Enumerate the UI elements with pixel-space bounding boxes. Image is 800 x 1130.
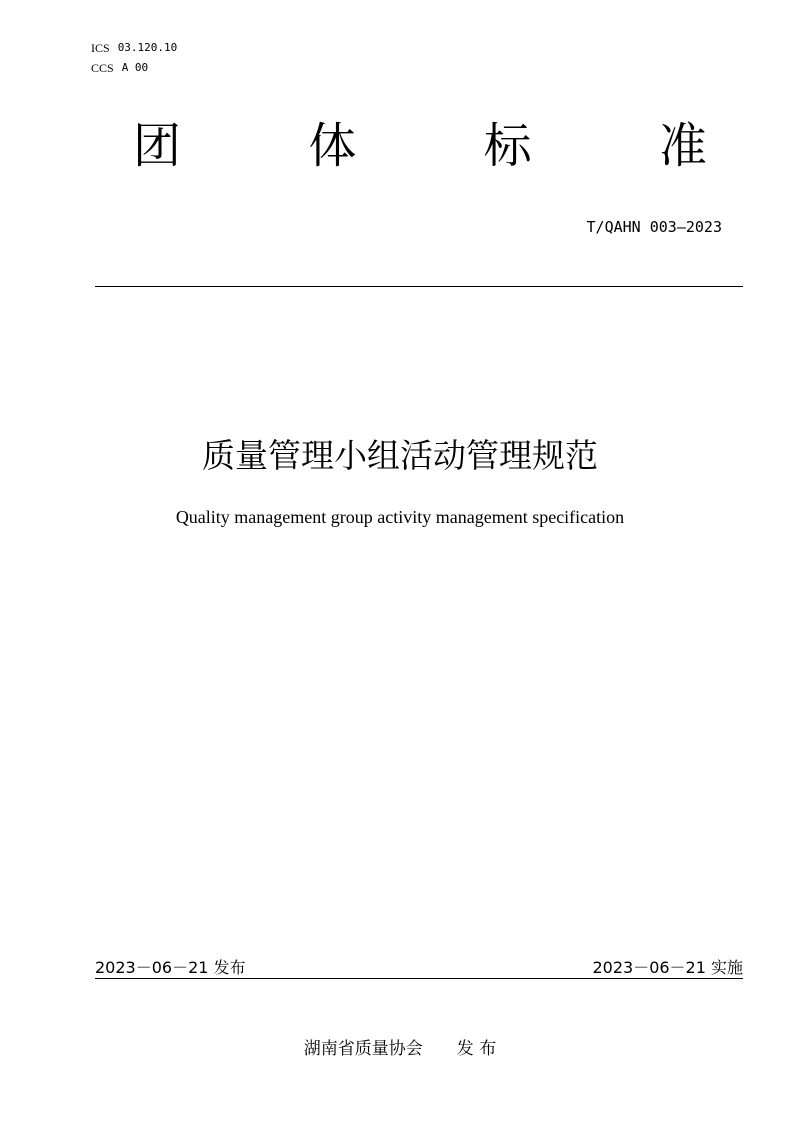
publisher-line bbox=[0, 1034, 800, 1059]
standard-type-char: 体 bbox=[308, 118, 357, 174]
implementation-date: 2023－06－21 实施 bbox=[592, 958, 743, 977]
document-title-chinese: 质量管理小组活动管理规范 bbox=[202, 436, 598, 475]
classification-codes bbox=[91, 38, 177, 78]
standard-type-char: 标 bbox=[483, 118, 532, 174]
standard-type-heading bbox=[95, 118, 745, 174]
standard-number: T/QAHN 003—2023 bbox=[586, 218, 722, 236]
publish-date: 2023－06－21 发布 bbox=[95, 958, 246, 977]
standard-type-char: 团 bbox=[133, 118, 182, 174]
ccs-label: CCS bbox=[91, 61, 114, 75]
ccs-row bbox=[91, 58, 177, 78]
ics-label: ICS bbox=[91, 41, 110, 55]
publisher-org: 湖南省质量协会 bbox=[303, 1039, 423, 1059]
top-divider bbox=[95, 286, 743, 287]
ccs-value: A 00 bbox=[121, 61, 149, 74]
publisher-action: 发 布 bbox=[456, 1039, 497, 1059]
document-title-english: Quality management group activity management specification bbox=[175, 507, 625, 527]
bottom-divider bbox=[95, 978, 743, 979]
ics-value: 03.120.10 bbox=[117, 41, 178, 54]
standard-type-char: 准 bbox=[658, 118, 707, 174]
ics-row bbox=[91, 38, 177, 58]
